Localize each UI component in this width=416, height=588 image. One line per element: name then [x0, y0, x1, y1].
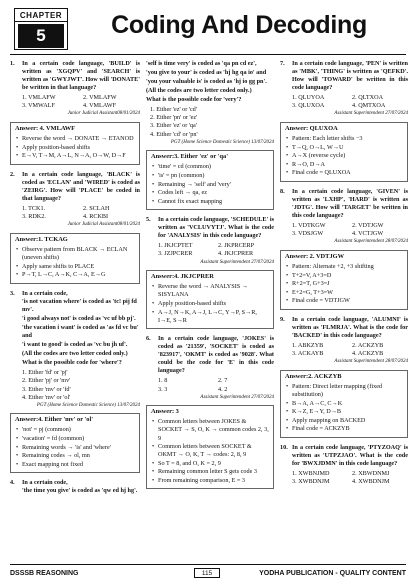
option: 2. ACKZYB: [352, 342, 384, 350]
option: 3. JZJPCRER: [158, 250, 193, 258]
answer-step: • Remaining common letter S gets code 3: [151, 468, 269, 476]
answer-step: • So T = 8, and O, K = 2, 9: [151, 460, 269, 468]
question-statements: [22, 298, 140, 368]
answer-box-9: [280, 370, 408, 438]
answer-step: • Pattern: Each letter shifts −3: [285, 135, 403, 143]
answer-box-6: [146, 405, 274, 489]
answer-step: • Remaining words → 'is' and 'where': [15, 444, 135, 452]
question-source: Junior Judicial Assistant08/01/2024: [67, 111, 140, 117]
question-number: 9.: [280, 316, 285, 324]
title-divider: [10, 54, 406, 55]
answer-title: Answer: 2. VDTJGW: [285, 252, 344, 260]
answer-step: • R→O, D→A: [285, 161, 403, 169]
question-4: [10, 479, 140, 495]
answer-step: • Common letters between SOCKET & OKMT → O, K, T → codes: 2, 8, 9: [151, 443, 269, 459]
question-2: [10, 171, 140, 229]
answer-title: Answer: 3: [151, 408, 179, 416]
option: 3. RDK2.: [22, 213, 46, 221]
chapter-badge: [14, 8, 68, 50]
answer-step: • 'is' = pn (common): [151, 172, 269, 180]
option: 4. 2: [218, 385, 228, 393]
question-text: In a certain code language, 'JOKES' is coded as '21359', 'SOCKET' is coded as '823917', 'OKMT' is coded as '9028'. What could be the code for 'E' in this code language?: [158, 335, 274, 375]
answer-step: • Final code = QLUXOA: [285, 169, 403, 177]
options: [158, 377, 274, 393]
statement: 'self is time very' is coded as 'qa pn cd ez',: [146, 60, 257, 67]
page-number: 115: [194, 568, 220, 578]
page-title: Coding And Decoding: [111, 11, 367, 39]
question-text: In a certain code,: [22, 479, 68, 487]
answer-step: • E+2=G, T+3=W: [285, 289, 403, 297]
answer-step: • A→J, N→K, A→J, L→C, Y→P, S→R, I→E, S→R: [151, 309, 269, 325]
option: 2. XBWDNMJ: [352, 470, 390, 478]
answer-step: • E→V, T→M, A→L, N→A, O→W, D→F: [15, 152, 135, 160]
question-source: Assistant Superintendent 28/07/2024: [334, 239, 408, 245]
option: 4. XWBDNJM: [352, 478, 390, 486]
statement: (All the codes are two letter coded only.): [22, 350, 128, 358]
answer-box-8: [280, 250, 408, 310]
question-source: PGT (Home Science Domestic Science) 13/07/2024: [170, 139, 274, 145]
option: 3. ACKAYB: [292, 350, 324, 358]
option: 3. Either 'ez' or 'qa': [150, 122, 197, 130]
answer-title: Answer:3. Either 'ez' or 'qa': [151, 153, 228, 161]
chapter-header: [10, 8, 406, 52]
answer-step: • Reverse the word → ANALYSIS → SISYLANA: [151, 283, 269, 299]
option: 4. JKJCPRER: [218, 250, 254, 258]
answer-step: • 'vacation' = fd (common): [15, 435, 135, 443]
question-5: [146, 216, 274, 266]
question-text: In a certain code language, 'GIVEN' is written as 'LXHP', 'HARD' is written as 'JDTG'. How will 'TARGET' be written in this code language?: [292, 188, 408, 220]
options: [292, 470, 408, 486]
question-number: 8.: [280, 188, 285, 196]
option: 4. RCKBI: [83, 213, 109, 221]
statement: 'the vacation i want' is coded as 'as fd vc bu' and: [22, 324, 139, 340]
answer-step: • Reverse the word → DONATE → ETANOD: [15, 135, 135, 143]
answer-step: • Apply position-based shifts: [151, 300, 269, 308]
question-text: In a certain code language, 'SCHEDULE' is written as 'VCLUVYTJ'. What is the code for 'ANALYSIS' in this code language?: [158, 216, 274, 240]
question-text: In a certain code language, 'PTYZOAQ' is written as 'UTPZJAO'. What is the code for 'BWXJDMN' in this code language?: [292, 444, 408, 468]
option: 3. VDSJGW: [292, 230, 324, 238]
options: [22, 369, 140, 401]
option: 1. QLUYOA: [292, 94, 325, 102]
answer-step: • Observe pattern from BLACK → ECLAN (uneven shifts): [15, 246, 135, 262]
answer-box-3: [10, 413, 140, 473]
question-7: [280, 60, 408, 118]
answer-step: • K→Z, E→Y, D→B: [285, 408, 403, 416]
option: 2. JKPRCERP: [218, 242, 255, 250]
answer-step: • A→X (reverse cycle): [285, 152, 403, 160]
option: 4. ACKZYB: [352, 350, 384, 358]
answer-step: • T+2=V, A+3=D: [285, 272, 403, 280]
question-source: Assistant Superintendent 27/07/2024: [334, 111, 408, 117]
answer-step: • T→Q, O→L, W→U: [285, 144, 403, 152]
option: 1. VMLAFW: [22, 94, 56, 102]
answer-step: • Common letters between JOKES & SOCKET → S, O, K → common codes 2, 3, 9: [151, 418, 269, 442]
option: 2. VDTJGW: [352, 222, 384, 230]
options: [292, 94, 408, 110]
option: 2. VMLAFW: [83, 94, 117, 102]
question-1: [10, 60, 140, 118]
question-number: 7.: [280, 60, 285, 67]
option: 2. Either 'pn' or 'ez': [150, 114, 198, 122]
question-number: 5.: [146, 216, 151, 224]
question-source: Junior Judicial Assistant08/01/2024: [67, 222, 140, 228]
answer-title: Answer:2. ACKZYB: [285, 372, 342, 380]
options: [22, 94, 140, 110]
chapter-label: CHAPTER: [15, 9, 67, 22]
statement: (All the codes are two letter coded only.): [146, 87, 252, 95]
answer-box-7: [280, 122, 408, 182]
question-8: [280, 188, 408, 246]
option: 1. TCK1.: [22, 205, 46, 213]
footer-book-title: DSSSB REASONING: [10, 570, 79, 577]
statement: 'i want to good' is coded as 'vc bu jh uf'.: [22, 341, 128, 349]
question-number: 6.: [146, 335, 151, 343]
option: 3. XWBDNJM: [292, 478, 330, 486]
question-text: In a certain code language, 'BUILD' is written as 'XGQPV' and 'SEARCH' is written as 'GWYJWT'. How will 'DONATE' be written in that language?: [22, 60, 140, 92]
question-source: Assistant Superintendent 28/07/2024: [334, 359, 408, 365]
options: [292, 342, 408, 358]
question-source: PGT (Home Science Domestic Science) 13/07/2024: [36, 402, 140, 408]
answer-step: • Pattern: Direct letter mapping (fixed substitution): [285, 383, 403, 399]
footer-publisher: YODHA PUBLICATION - QUALITY CONTENT: [259, 570, 406, 577]
option: 2. Either 'pj' or 'mv': [22, 377, 71, 385]
statement: 'the time you give' is coded as 'qw ed hj hg'.: [22, 487, 138, 495]
statement: What is the possible code for 'very'?: [146, 96, 242, 104]
question-text: In a certain code language, 'ALUMNI' is written as 'FLMRJA'. What is the code for 'BACKED' in this code language?: [292, 316, 408, 340]
question-statements: [22, 487, 140, 495]
answer-step: • Cannot fix exact mapping: [151, 198, 269, 206]
option: 3. 3: [158, 385, 168, 393]
answer-step: • Final code = VDTJGW: [285, 297, 403, 305]
statement: 'you your valuable is' is coded as 'hj io gg pn'.: [146, 78, 267, 86]
answer-box-2: [10, 233, 140, 284]
answer-step: • Remaining → 'self' and 'very': [151, 181, 269, 189]
option: 1. Either 'fd' or 'pj': [22, 369, 68, 377]
option: 1. ABKZYB: [292, 342, 324, 350]
answer-box-5: [146, 270, 274, 329]
answer-step: • 'time' = cd (common): [151, 163, 269, 171]
answer-step: • Exact mapping not fixed: [15, 461, 135, 469]
option: 4. QMTXOA: [352, 102, 386, 110]
question-4-continued: [146, 60, 274, 146]
option: 1. 8: [158, 377, 168, 385]
option: 2. 7: [218, 377, 228, 385]
answer-step: • From remaining comparison, E = 3: [151, 477, 269, 485]
option: 3. QLUXOA: [292, 102, 325, 110]
question-text: In a certain code language, 'PEN' is written as 'MBK', 'THING' is written as 'QEFKD'. How will 'TOWARD' be written in this code language?: [292, 60, 408, 92]
option: 1. JKJCPTET: [158, 242, 193, 250]
statement: 'is not vacation where' is coded as 'tc! pij fd mv'.: [22, 297, 137, 313]
answer-step: • Pattern: Alternate +2, +3 shifting: [285, 263, 403, 271]
column-left: [10, 60, 140, 498]
statement: 'i good always not' is coded as 'vc uf bb pj'.: [22, 315, 136, 323]
option: 4. Either 'cd' or 'pn': [150, 130, 198, 138]
options: [22, 205, 140, 221]
question-number: 4.: [10, 479, 15, 487]
question-text: In a certain code language, 'BLACK' is coded as 'ECLAN' and 'WIRED' is coded as 'ZEIRG'. How will 'PLACE' be coded in that language?: [22, 170, 140, 203]
option: 1. Either 'ez' or 'cd': [150, 106, 197, 114]
option: 4. VCTJGW: [352, 230, 384, 238]
answer-title: Answer: QLUXOA: [285, 124, 338, 132]
answer-title: Answer:4. JKJCPRER: [151, 273, 214, 281]
chapter-number: 5: [18, 24, 64, 48]
option: 2. QLTXOA: [352, 94, 384, 102]
column-right: [280, 60, 408, 489]
question-number: 2.: [10, 170, 15, 178]
answer-step: • Remaining codes → ol, mn: [15, 452, 135, 460]
question-6: [146, 335, 274, 401]
question-3: [10, 290, 140, 409]
options: [150, 106, 274, 138]
question-number: 3.: [10, 289, 15, 297]
answer-step: • B→A, A→C, C→K: [285, 400, 403, 408]
question-text: In a certain code,: [22, 289, 68, 297]
options: [292, 222, 408, 238]
question-statements: [146, 60, 274, 104]
answer-step: • Codes left → qa, ez: [151, 189, 269, 197]
statement: 'you give to your' is coded as 'hj hg qa io' and: [146, 69, 267, 77]
question-source: Assistant Superintendent 27/07/2024: [200, 394, 274, 400]
question-number: 10.: [280, 444, 288, 452]
answer-step: • R+2=T, G+3=J: [285, 280, 403, 288]
answer-box-4: [146, 150, 274, 210]
question-number: 1.: [10, 60, 15, 67]
answer-title: Answer:1. TCKAG: [15, 235, 68, 243]
option: 1. XWBNJMD: [292, 470, 330, 478]
option: 4. Either 'mv' or 'ol': [22, 393, 71, 401]
option: 3. VMWALF: [22, 102, 55, 110]
answer-step: • Apply mapping on BACKED: [285, 417, 403, 425]
question-9: [280, 316, 408, 366]
option: 4. VMLAWF: [83, 102, 117, 110]
answer-step: • P→T, L→C, A→K, C→A, E→G: [15, 271, 135, 279]
answer-title: Answer:4. Either 'mv' or 'ol': [15, 416, 94, 424]
page-footer: [10, 564, 406, 580]
options: [158, 242, 274, 258]
question-source: Assistant Superintendent 27/07/2024: [200, 259, 274, 265]
answer-title: Answer: 4. VMLAWF: [15, 124, 76, 132]
answer-step: • Apply position-based shifts: [15, 144, 135, 152]
option: 2. SCLAH: [83, 205, 110, 213]
statement: What is the possible code for 'where'?: [22, 359, 122, 367]
option: 3. Either 'mv' or 'fd': [22, 385, 71, 393]
answer-box-1: [10, 122, 140, 165]
question-10: [280, 444, 408, 486]
answer-step: • 'not' = pj (common): [15, 426, 135, 434]
answer-step: • Final code = ACKZYB: [285, 425, 403, 433]
column-middle: [146, 60, 274, 495]
option: 1. VDTKGW: [292, 222, 326, 230]
answer-step: • Apply same shifts to PLACE: [15, 263, 135, 271]
